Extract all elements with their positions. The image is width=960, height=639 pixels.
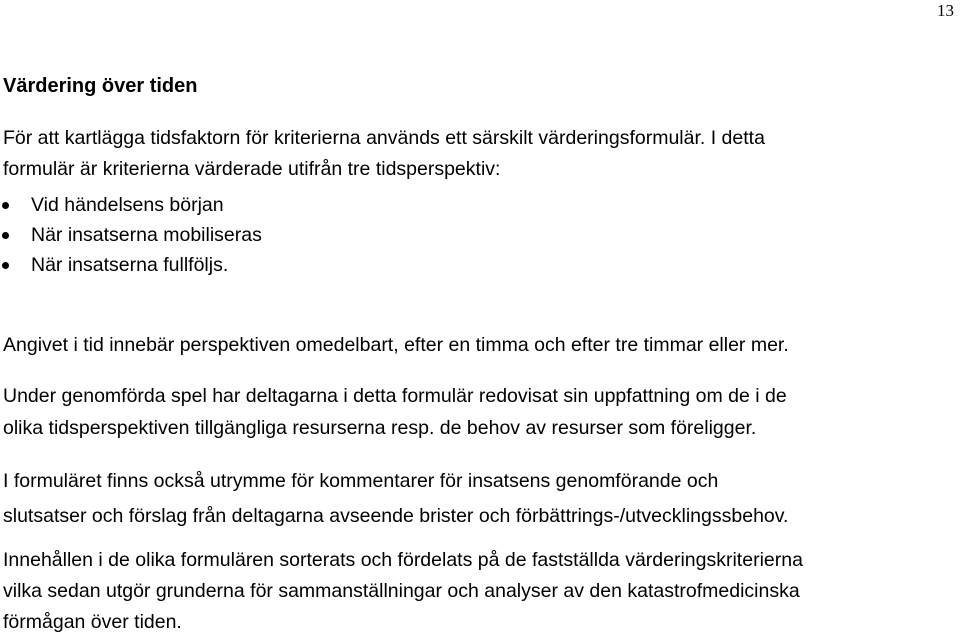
- list-item-label: När insatserna fullföljs.: [31, 254, 229, 276]
- comments-paragraph: [3, 464, 788, 534]
- intro-paragraph: [3, 123, 765, 184]
- paragraph-line: Angivet i tid innebär perspektiven omedelbart, efter en timma och efter tre timmar eller mer.: [3, 334, 789, 356]
- paragraph-line: I formuläret finns också utrymme för kommentarer för insatsens genomförande och: [3, 470, 719, 492]
- paragraph-line: olika tidsperspektiven tillgängliga resurserna resp. de behov av resurser som föreligger.: [3, 417, 757, 439]
- bullet-icon: [2, 202, 9, 209]
- bullet-icon: [2, 232, 9, 239]
- content-sorting-paragraph: [3, 545, 803, 638]
- intro-line: För att kartlägga tidsfaktorn för kriterierna används ett särskilt värderingsformulär. I detta: [3, 127, 765, 149]
- paragraph-line: Innehållen i de olika formulären sorterats och fördelats på de fastställda värderingskriterierna: [3, 549, 803, 571]
- list-item: [0, 220, 262, 250]
- time-perspective-list: [0, 190, 262, 280]
- section-heading: Värdering över tiden: [3, 75, 198, 97]
- game-results-paragraph: [3, 380, 787, 444]
- paragraph-line: förmågan över tiden.: [3, 611, 182, 633]
- list-item: [0, 250, 262, 280]
- paragraph-line: slutsatser och förslag från deltagarna avseende brister och förbättrings-/utvecklingssbehov.: [3, 505, 789, 527]
- page-number: 13: [937, 1, 954, 20]
- bullet-icon: [2, 262, 9, 269]
- list-item-label: När insatserna mobiliseras: [31, 224, 262, 246]
- list-item: [0, 190, 262, 220]
- perspective-definition-paragraph: [3, 330, 789, 360]
- paragraph-line: Under genomförda spel har deltagarna i detta formulär redovisat sin uppfattning om de i de: [3, 385, 787, 407]
- list-item-label: Vid händelsens början: [31, 194, 224, 216]
- paragraph-line: vilka sedan utgör grunderna för sammanställningar och analyser av den katastrofmedicinska: [3, 580, 800, 602]
- intro-line: formulär är kriterierna värderade utifrån tre tidsperspektiv:: [3, 157, 501, 180]
